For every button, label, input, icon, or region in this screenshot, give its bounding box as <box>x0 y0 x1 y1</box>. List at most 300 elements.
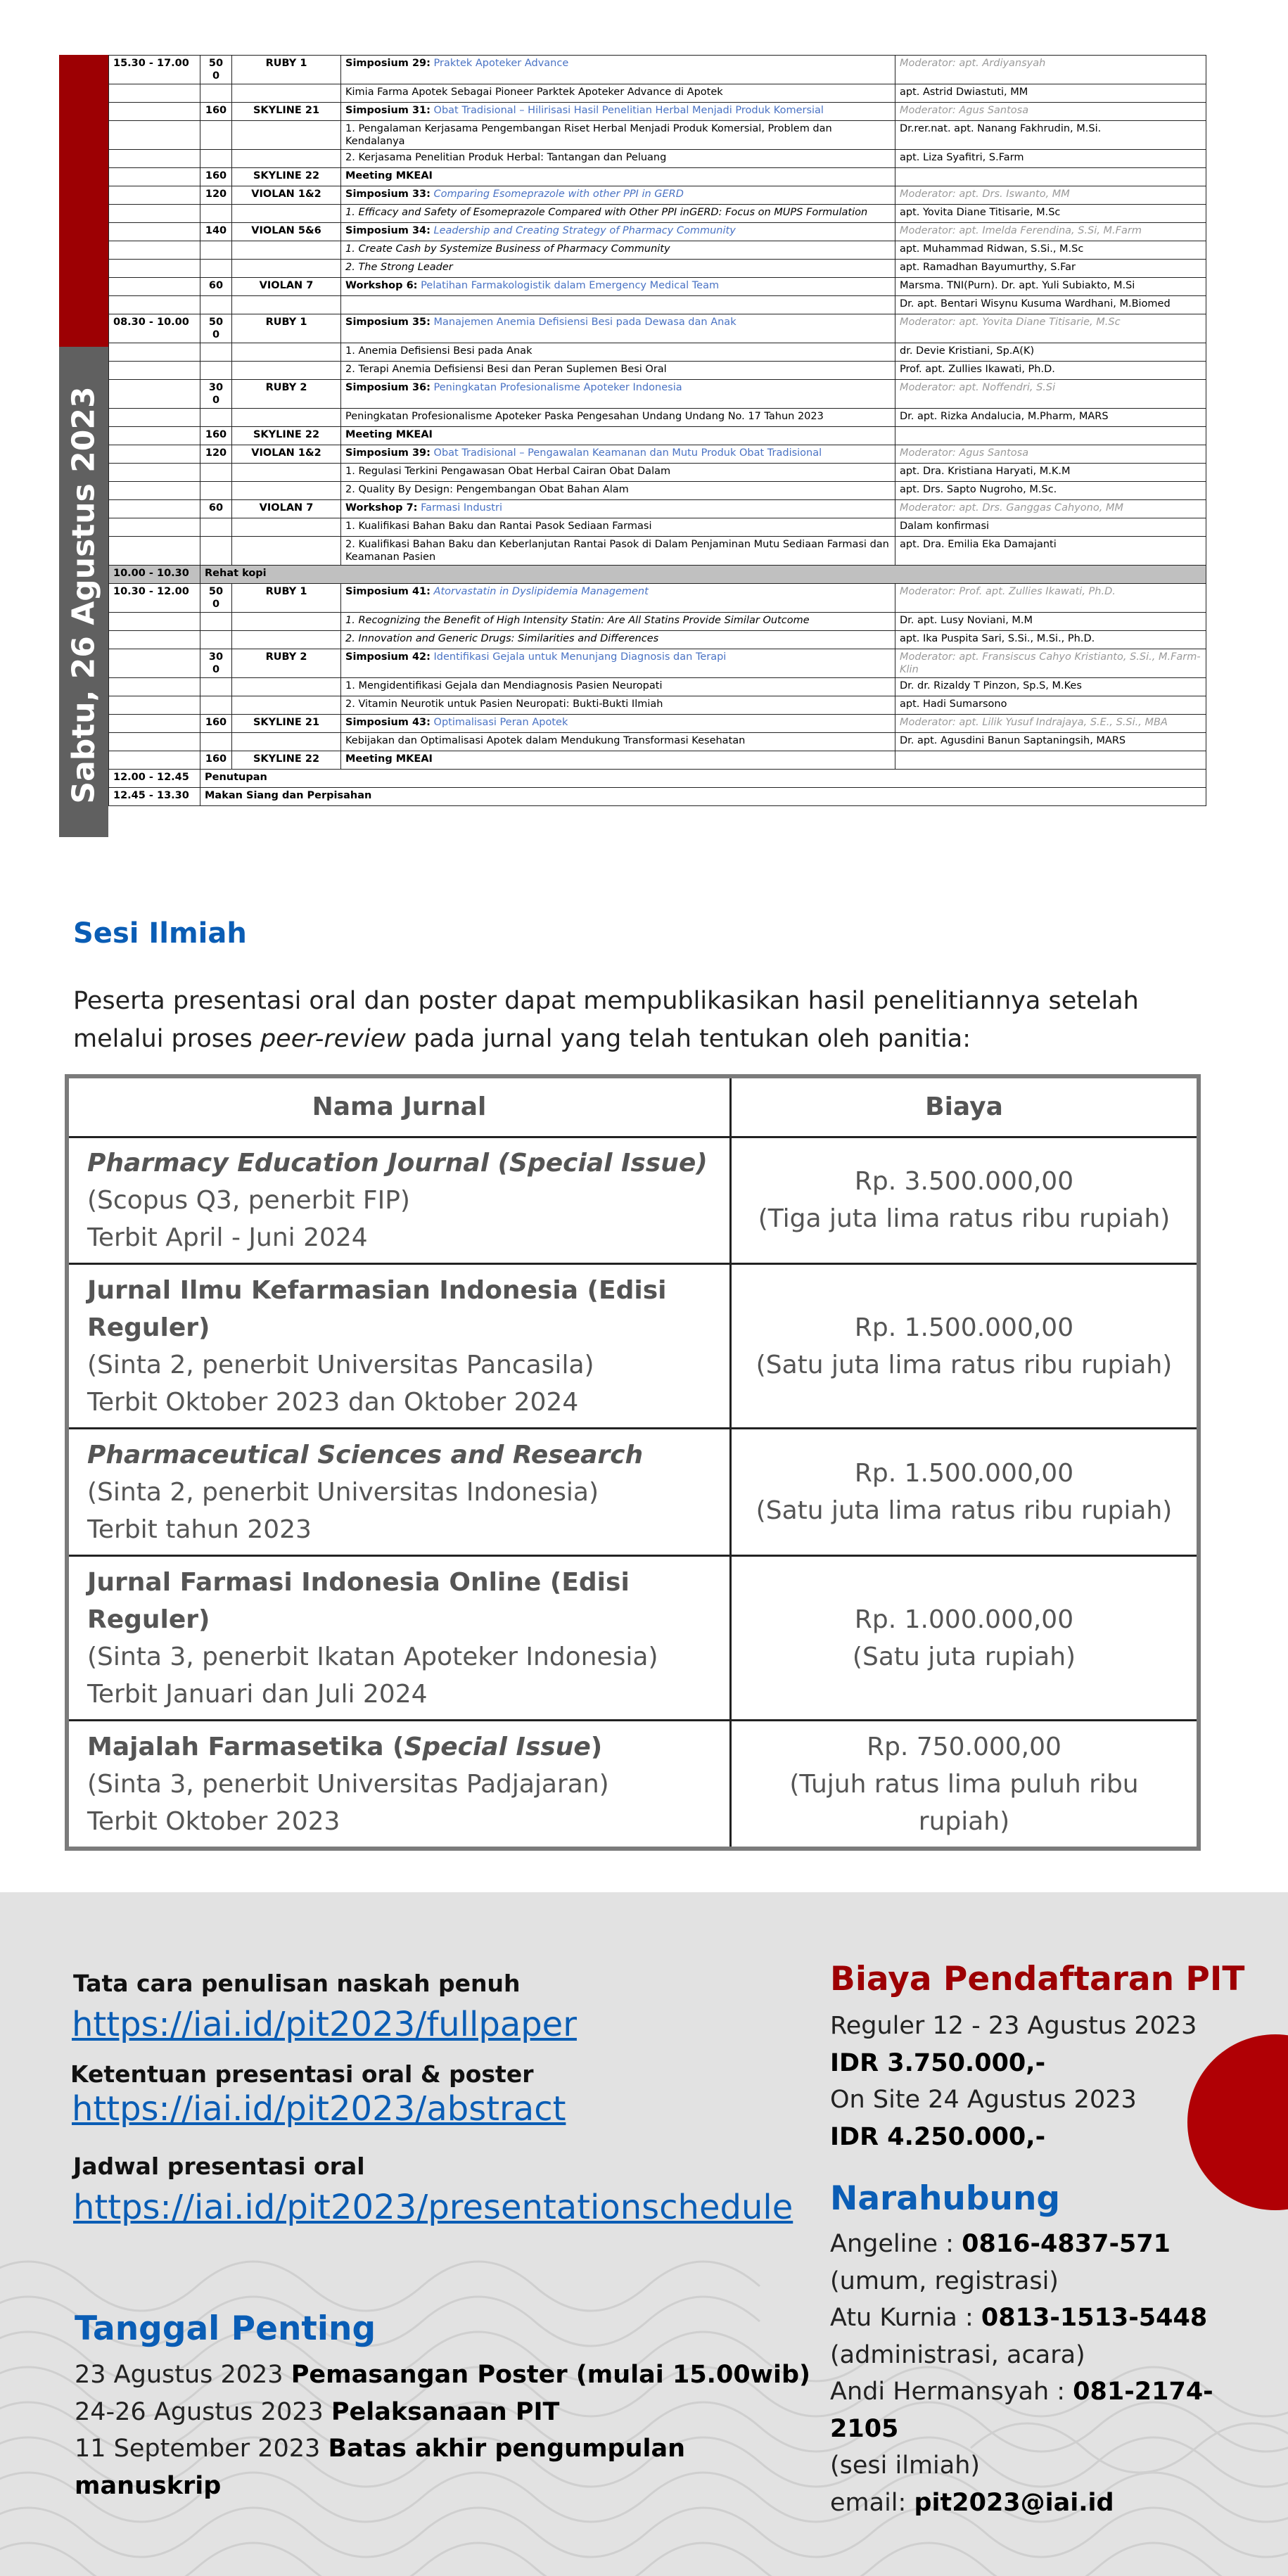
schedule-row <box>109 584 1206 613</box>
fee-amount: Rp. 3.500.000,00 <box>854 1167 1074 1197</box>
session-room: SKYLINE 22 <box>232 168 341 186</box>
schedule-row <box>109 186 1206 205</box>
journal-issue: Terbit tahun 2023 <box>87 1515 312 1544</box>
session-title <box>341 733 895 751</box>
fee-amount: Rp. 1.500.000,00 <box>854 1459 1074 1488</box>
email-label: email: <box>830 2488 914 2517</box>
session-room: VIOLAN 7 <box>232 278 341 296</box>
session-participants <box>200 482 232 500</box>
schedule-time <box>109 121 200 150</box>
session-prefix: Simposium 36: <box>345 382 431 393</box>
contact-note: (umum, registrasi) <box>830 2266 1059 2295</box>
schedule-row <box>109 678 1206 696</box>
schedule-row <box>109 482 1206 500</box>
session-topic: Praktek Apoteker Advance <box>433 58 569 69</box>
schedule-link[interactable]: https://iai.id/pit2023/presentationschedule <box>73 2188 793 2227</box>
journal-row <box>67 1556 1199 1721</box>
email-address[interactable]: pit2023@iai.id <box>914 2488 1114 2517</box>
journal-info <box>67 1556 731 1721</box>
session-prefix: Meeting MKEAI <box>345 170 433 181</box>
session-title <box>341 500 895 518</box>
schedule-row <box>109 150 1206 168</box>
session-speaker <box>895 427 1206 445</box>
schedule-time: 12.45 - 13.30 <box>109 788 200 806</box>
schedule-section <box>59 55 1206 837</box>
schedule-time <box>109 380 200 409</box>
session-topic: 1. Efficacy and Safety of Esomeprazole Compared with Other PPI inGERD: Focus on MUPS Formulation <box>345 207 868 218</box>
journal-fee <box>731 1137 1199 1264</box>
schedule-time <box>109 445 200 464</box>
session-topic: 1. Pengalaman Kerjasama Pengembangan Riset Herbal Menjadi Produk Komersial, Problem dan Kendalanya <box>345 123 832 147</box>
session-speaker: dr. Devie Kristiani, Sp.A(K) <box>895 343 1206 362</box>
session-speaker: Moderator: Prof. apt. Zullies Ikawati, Ph.D. <box>895 584 1206 613</box>
journal-row <box>67 1429 1199 1556</box>
session-speaker <box>895 168 1206 186</box>
session-topic: 2. Terapi Anemia Defisiensi Besi dan Peran Suplemen Besi Oral <box>345 364 667 375</box>
session-speaker: Dr. apt. Lusy Noviani, M.M <box>895 613 1206 631</box>
break-label: Rehat kopi <box>200 566 1206 584</box>
session-speaker: apt. Hadi Sumarsono <box>895 696 1206 715</box>
session-participants: 120 <box>200 445 232 464</box>
session-topic: Obat Tradisional – Hilirisasi Hasil Penelitian Herbal Menjadi Produk Komersial <box>433 105 824 116</box>
session-topic: Manajemen Anemia Defisiensi Besi pada Dewasa dan Anak <box>433 317 737 328</box>
session-participants <box>200 260 232 278</box>
session-participants <box>200 678 232 696</box>
contact-note: (sesi ilmiah) <box>830 2451 981 2480</box>
session-participants <box>200 121 232 150</box>
session-participants <box>200 733 232 751</box>
closing-label: Makan Siang dan Perpisahan <box>200 788 1206 806</box>
fee-words: (Satu juta lima ratus ribu rupiah) <box>755 1496 1173 1526</box>
session-speaker: Moderator: apt. Yovita Diane Titisarie, M.Sc <box>895 314 1206 343</box>
session-title <box>341 751 895 770</box>
session-topic: 2. Innovation and Generic Drugs: Similarities and Differences <box>345 633 659 644</box>
session-participants <box>200 150 232 168</box>
session-speaker: Moderator: apt. Drs. Ganggas Cahyono, MM <box>895 500 1206 518</box>
session-topic: Atorvastatin in Dyslipidemia Management <box>433 586 649 597</box>
session-title <box>341 223 895 241</box>
desc-emphasis: peer-review <box>260 1025 406 1053</box>
session-topic: 2. Quality By Design: Pengembangan Obat Bahan Alam <box>345 484 629 495</box>
session-topic: 1. Recognizing the Benefit of High Intensity Statin: Are All Statins Provide Similar Outcome <box>345 615 810 626</box>
date-value: 23 Agustus 2023 <box>75 2361 283 2389</box>
session-speaker: apt. Liza Syafitri, S.Farm <box>895 150 1206 168</box>
session-prefix: Simposium 29: <box>345 58 431 69</box>
journal-publisher: (Scopus Q3, penerbit FIP) <box>87 1185 410 1215</box>
session-prefix: Workshop 7: <box>345 502 418 514</box>
schedule-row <box>109 696 1206 715</box>
session-topic: Peningkatan Profesionalisme Apoteker Paska Pengesahan Undang Undang No. 17 Tahun 2023 <box>345 411 824 422</box>
schedule-time <box>109 205 200 223</box>
journal-name: Jurnal Ilmu Kefarmasian Indonesia (Edisi Reguler) <box>87 1275 667 1342</box>
session-title <box>341 103 895 121</box>
schedule-row <box>109 537 1206 566</box>
schedule-time <box>109 733 200 751</box>
section-description <box>73 982 1199 1058</box>
session-room <box>232 409 341 427</box>
schedule-label: Jadwal presentasi oral <box>73 2153 365 2180</box>
journal-table <box>65 1074 1201 1851</box>
session-title <box>341 584 895 613</box>
session-participants: 50 0 <box>200 584 232 613</box>
schedule-row <box>109 464 1206 482</box>
date-event: Pelaksanaan PIT <box>331 2397 560 2426</box>
session-participants <box>200 296 232 314</box>
session-participants: 160 <box>200 427 232 445</box>
date-item <box>75 2430 820 2504</box>
session-title <box>341 696 895 715</box>
session-topic: 1. Regulasi Terkini Pengawasan Obat Herbal Cairan Obat Dalam <box>345 466 671 477</box>
session-participants <box>200 84 232 103</box>
journal-row <box>67 1721 1199 1849</box>
session-topic: 2. Kualifikasi Bahan Baku dan Keberlanjutan Rantai Pasok di Dalam Penjaminan Mutu Sediaan Farmasi dan Keamanan Pasien <box>345 539 889 563</box>
fee-details <box>830 2008 1224 2155</box>
fee-words: (Satu juta lima ratus ribu rupiah) <box>755 1350 1173 1379</box>
col-journal-header: Nama Jurnal <box>67 1076 731 1137</box>
fee-words: (Tujuh ratus lima puluh ribu rupiah) <box>789 1769 1139 1836</box>
session-participants: 160 <box>200 715 232 733</box>
session-room <box>232 150 341 168</box>
schedule-body <box>109 56 1206 806</box>
session-title <box>341 678 895 696</box>
session-participants <box>200 409 232 427</box>
session-room <box>232 362 341 380</box>
schedule-time <box>109 696 200 715</box>
session-room <box>232 482 341 500</box>
journal-fee <box>731 1429 1199 1556</box>
schedule-time <box>109 260 200 278</box>
session-prefix: Workshop 6: <box>345 280 418 291</box>
schedule-time <box>109 715 200 733</box>
schedule-time <box>109 427 200 445</box>
contact-note: (administrasi, acara) <box>830 2340 1085 2369</box>
schedule-row <box>109 168 1206 186</box>
schedule-time <box>109 409 200 427</box>
journal-name: Pharmaceutical Sciences and Research <box>87 1440 644 1469</box>
session-room <box>232 241 341 260</box>
session-title <box>341 380 895 409</box>
session-room <box>232 205 341 223</box>
session-participants <box>200 518 232 537</box>
session-topic: Peningkatan Profesionalisme Apoteker Indonesia <box>433 382 682 393</box>
session-title <box>341 260 895 278</box>
session-topic: Kebijakan dan Optimalisasi Apotek dalam Mendukung Transformasi Kesehatan <box>345 735 746 746</box>
journal-name: Pharmacy Education Journal (Special Issue) <box>87 1148 708 1178</box>
fee-regular: Reguler 12 - 23 Agustus 2023 <box>830 2012 1197 2040</box>
session-prefix: Meeting MKEAI <box>345 429 433 440</box>
session-speaker: apt. Muhammad Ridwan, S.Si., M.Sc <box>895 241 1206 260</box>
schedule-time <box>109 278 200 296</box>
journal-issue: Terbit Oktober 2023 dan Oktober 2024 <box>87 1387 579 1417</box>
session-prefix: Simposium 43: <box>345 717 431 728</box>
session-room <box>232 518 341 537</box>
session-participants: 140 <box>200 223 232 241</box>
session-participants: 30 0 <box>200 380 232 409</box>
schedule-time: 12.00 - 12.45 <box>109 770 200 788</box>
fee-words: (Tiga juta lima ratus ribu rupiah) <box>758 1204 1171 1234</box>
schedule-row <box>109 278 1206 296</box>
journal-body <box>67 1137 1199 1849</box>
journal-info <box>67 1137 731 1264</box>
contact-item <box>830 2373 1280 2447</box>
schedule-row <box>109 84 1206 103</box>
session-participants: 160 <box>200 751 232 770</box>
schedule-time <box>109 168 200 186</box>
session-participants <box>200 241 232 260</box>
schedule-row <box>109 343 1206 362</box>
section-title: Sesi Ilmiah <box>73 917 247 950</box>
contact-list <box>830 2226 1280 2521</box>
fee-regular-amount: IDR 3.750.000,- <box>830 2048 1046 2077</box>
session-participants: 160 <box>200 168 232 186</box>
session-participants <box>200 613 232 631</box>
session-title <box>341 296 895 314</box>
schedule-time <box>109 84 200 103</box>
journal-info <box>67 1429 731 1556</box>
schedule-row <box>109 205 1206 223</box>
dates-list <box>75 2357 820 2504</box>
session-room <box>232 537 341 566</box>
session-title <box>341 518 895 537</box>
journal-info <box>67 1264 731 1429</box>
session-participants <box>200 696 232 715</box>
schedule-row <box>109 518 1206 537</box>
session-title <box>341 445 895 464</box>
session-title <box>341 121 895 150</box>
session-speaker: Moderator: apt. Lilik Yusuf Indrajaya, S.E., S.Si., MBA <box>895 715 1206 733</box>
schedule-row <box>109 314 1206 343</box>
session-prefix: Simposium 33: <box>345 189 431 200</box>
contact-name: Angeline : <box>830 2230 962 2258</box>
session-title <box>341 613 895 631</box>
schedule-row <box>109 380 1206 409</box>
journal-publisher: (Sinta 3, penerbit Universitas Padjajaran) <box>87 1769 609 1799</box>
desc-part-2: pada jurnal yang telah tentukan oleh panitia: <box>405 1025 971 1053</box>
date-value: 11 September 2023 <box>75 2435 321 2463</box>
session-room <box>232 464 341 482</box>
date-item <box>75 2357 820 2394</box>
session-topic: 1. Kualifikasi Bahan Baku dan Rantai Pasok Sediaan Farmasi <box>345 521 652 532</box>
session-speaker: Moderator: Agus Santosa <box>895 103 1206 121</box>
schedule-row <box>109 409 1206 427</box>
schedule-row <box>109 121 1206 150</box>
session-topic: Leadership and Creating Strategy of Pharmacy Community <box>433 225 736 236</box>
date-label: Sabtu, 26 Agustus 2023 <box>65 386 102 804</box>
schedule-row <box>109 56 1206 84</box>
schedule-time <box>109 103 200 121</box>
session-topic: Kimia Farma Apotek Sebagai Pioneer Parktek Apoteker Advance di Apotek <box>345 87 723 98</box>
session-participants: 60 <box>200 278 232 296</box>
session-speaker: apt. Dra. Kristiana Haryati, M.K.M <box>895 464 1206 482</box>
session-title <box>341 464 895 482</box>
schedule-row <box>109 427 1206 445</box>
schedule-time: 10.00 - 10.30 <box>109 566 200 584</box>
session-room: RUBY 2 <box>232 649 341 678</box>
session-title <box>341 84 895 103</box>
contact-title: Narahubung <box>830 2179 1061 2218</box>
session-speaker: Dr. dr. Rizaldy T Pinzon, Sp.S, M.Kes <box>895 678 1206 696</box>
col-fee-header: Biaya <box>731 1076 1199 1137</box>
schedule-time <box>109 537 200 566</box>
schedule-time <box>109 362 200 380</box>
session-speaker: Prof. apt. Zullies Ikawati, Ph.D. <box>895 362 1206 380</box>
schedule-row <box>109 751 1206 770</box>
schedule-time <box>109 482 200 500</box>
session-room <box>232 733 341 751</box>
fullpaper-label: Tata cara penulisan naskah penuh <box>73 1970 521 1997</box>
schedule-time <box>109 649 200 678</box>
journal-publisher: (Sinta 3, penerbit Ikatan Apoteker Indonesia) <box>87 1642 658 1671</box>
session-title <box>341 649 895 678</box>
date-value: 24-26 Agustus 2023 <box>75 2397 324 2426</box>
session-room <box>232 678 341 696</box>
session-prefix: Simposium 42: <box>345 651 431 663</box>
session-participants <box>200 205 232 223</box>
contact-email-row <box>830 2485 1280 2522</box>
session-title <box>341 56 895 84</box>
dates-title: Tanggal Penting <box>75 2309 376 2348</box>
schedule-time <box>109 613 200 631</box>
session-room: RUBY 1 <box>232 314 341 343</box>
schedule-time: 08.30 - 10.00 <box>109 314 200 343</box>
session-topic: 2. The Strong Leader <box>345 262 453 273</box>
journal-name-part: ) <box>590 1732 603 1761</box>
session-title <box>341 715 895 733</box>
schedule-time <box>109 223 200 241</box>
session-title <box>341 314 895 343</box>
session-prefix: Simposium 34: <box>345 225 431 236</box>
session-room <box>232 260 341 278</box>
session-topic: Obat Tradisional – Pengawalan Keamanan dan Mutu Produk Obat Tradisional <box>433 447 822 459</box>
journal-issue: Terbit Januari dan Juli 2024 <box>87 1679 428 1709</box>
journal-publisher: (Sinta 2, penerbit Universitas Indonesia) <box>87 1477 599 1507</box>
session-speaker: Moderator: Agus Santosa <box>895 445 1206 464</box>
session-speaker: apt. Dra. Emilia Eka Damajanti <box>895 537 1206 566</box>
session-prefix: Simposium 35: <box>345 317 431 328</box>
fee-words: (Satu juta rupiah) <box>852 1642 1076 1671</box>
journal-name: Jurnal Farmasi Indonesia Online (Edisi Reguler) <box>87 1567 630 1634</box>
schedule-time <box>109 678 200 696</box>
session-prefix: Simposium 39: <box>345 447 431 459</box>
schedule-time <box>109 500 200 518</box>
schedule-row <box>109 103 1206 121</box>
session-speaker: Moderator: apt. Ardiyansyah <box>895 56 1206 84</box>
journal-fee <box>731 1264 1199 1429</box>
session-title <box>341 362 895 380</box>
session-room: VIOLAN 1&2 <box>232 445 341 464</box>
schedule-time <box>109 464 200 482</box>
contact-name: Andi Hermansyah : <box>830 2378 1073 2406</box>
session-prefix: Simposium 41: <box>345 586 431 597</box>
session-title <box>341 537 895 566</box>
session-participants: 50 0 <box>200 314 232 343</box>
session-title <box>341 631 895 649</box>
abstract-label: Ketentuan presentasi oral & poster <box>70 2060 534 2088</box>
session-room <box>232 121 341 150</box>
schedule-time: 10.30 - 12.00 <box>109 584 200 613</box>
session-speaker: apt. Drs. Sapto Nugroho, M.Sc. <box>895 482 1206 500</box>
session-room: VIOLAN 7 <box>232 500 341 518</box>
session-room <box>232 343 341 362</box>
schedule-row <box>109 788 1206 806</box>
session-speaker: Moderator: apt. Imelda Ferendina, S.Si, M.Farm <box>895 223 1206 241</box>
session-participants <box>200 631 232 649</box>
journal-name-part: Majalah Farmasetika ( <box>87 1732 404 1761</box>
journal-fee <box>731 1556 1199 1721</box>
session-speaker: Marsma. TNI(Purn). Dr. apt. Yuli Subiakto, M.Si <box>895 278 1206 296</box>
session-room <box>232 631 341 649</box>
session-title <box>341 205 895 223</box>
session-speaker: Moderator: apt. Drs. Iswanto, MM <box>895 186 1206 205</box>
contact-phone[interactable]: 081-2174-2105 <box>830 2378 1213 2443</box>
session-room: SKYLINE 21 <box>232 715 341 733</box>
fee-onsite-amount: IDR 4.250.000,- <box>830 2122 1046 2151</box>
session-speaker: Dr. apt. Agusdini Banun Saptaningsih, MARS <box>895 733 1206 751</box>
schedule-row <box>109 260 1206 278</box>
schedule-time <box>109 296 200 314</box>
session-title <box>341 409 895 427</box>
journal-issue: Terbit April - Juni 2024 <box>87 1223 368 1252</box>
schedule-table <box>108 55 1206 806</box>
closing-label: Penutupan <box>200 770 1206 788</box>
schedule-row <box>109 241 1206 260</box>
session-participants <box>200 343 232 362</box>
session-speaker: Dr.rer.nat. apt. Nanang Fakhrudin, M.Si. <box>895 121 1206 150</box>
schedule-row <box>109 566 1206 584</box>
journal-issue: Terbit Oktober 2023 <box>87 1806 340 1836</box>
abstract-link[interactable]: https://iai.id/pit2023/abstract <box>72 2089 566 2129</box>
schedule-time: 15.30 - 17.00 <box>109 56 200 84</box>
contact-name: Atu Kurnia : <box>830 2304 981 2332</box>
session-participants <box>200 464 232 482</box>
session-speaker: Dalam konfirmasi <box>895 518 1206 537</box>
schedule-row <box>109 649 1206 678</box>
session-prefix: Meeting MKEAI <box>345 753 433 765</box>
fullpaper-link[interactable]: https://iai.id/pit2023/fullpaper <box>72 2005 577 2044</box>
fee-title: Biaya Pendaftaran PIT <box>830 1960 1245 1998</box>
session-speaker: Dr. apt. Bentari Wisynu Kusuma Wardhani, M.Biomed <box>895 296 1206 314</box>
session-room: VIOLAN 5&6 <box>232 223 341 241</box>
session-participants <box>200 362 232 380</box>
schedule-row <box>109 500 1206 518</box>
contact-phone[interactable]: 0816-4837-571 <box>962 2230 1171 2258</box>
date-event: Pemasangan Poster (mulai 15.00wib) <box>291 2361 811 2389</box>
session-speaker: Moderator: apt. Fransiscus Cahyo Kristianto, S.Si., M.Farm-Klin <box>895 649 1206 678</box>
session-speaker <box>895 751 1206 770</box>
session-speaker: Moderator: apt. Noffendri, S.Si <box>895 380 1206 409</box>
schedule-time <box>109 150 200 168</box>
session-topic: Optimalisasi Peran Apotek <box>433 717 568 728</box>
schedule-row <box>109 223 1206 241</box>
journal-fee <box>731 1721 1199 1849</box>
date-item <box>75 2394 820 2431</box>
session-room: VIOLAN 1&2 <box>232 186 341 205</box>
schedule-row <box>109 362 1206 380</box>
schedule-row <box>109 296 1206 314</box>
session-participants: 30 0 <box>200 649 232 678</box>
session-title <box>341 278 895 296</box>
session-title <box>341 482 895 500</box>
session-prefix: Simposium 31: <box>345 105 431 116</box>
session-room: RUBY 1 <box>232 56 341 84</box>
session-topic: 2. Vitamin Neurotik untuk Pasien Neuropati: Bukti-Bukti Ilmiah <box>345 699 663 710</box>
journal-header-row <box>67 1076 1199 1137</box>
session-room <box>232 613 341 631</box>
contact-phone[interactable]: 0813-1513-5448 <box>981 2304 1208 2332</box>
fee-amount: Rp. 1.000.000,00 <box>854 1605 1074 1634</box>
fee-amount: Rp. 1.500.000,00 <box>854 1313 1074 1342</box>
schedule-time <box>109 518 200 537</box>
